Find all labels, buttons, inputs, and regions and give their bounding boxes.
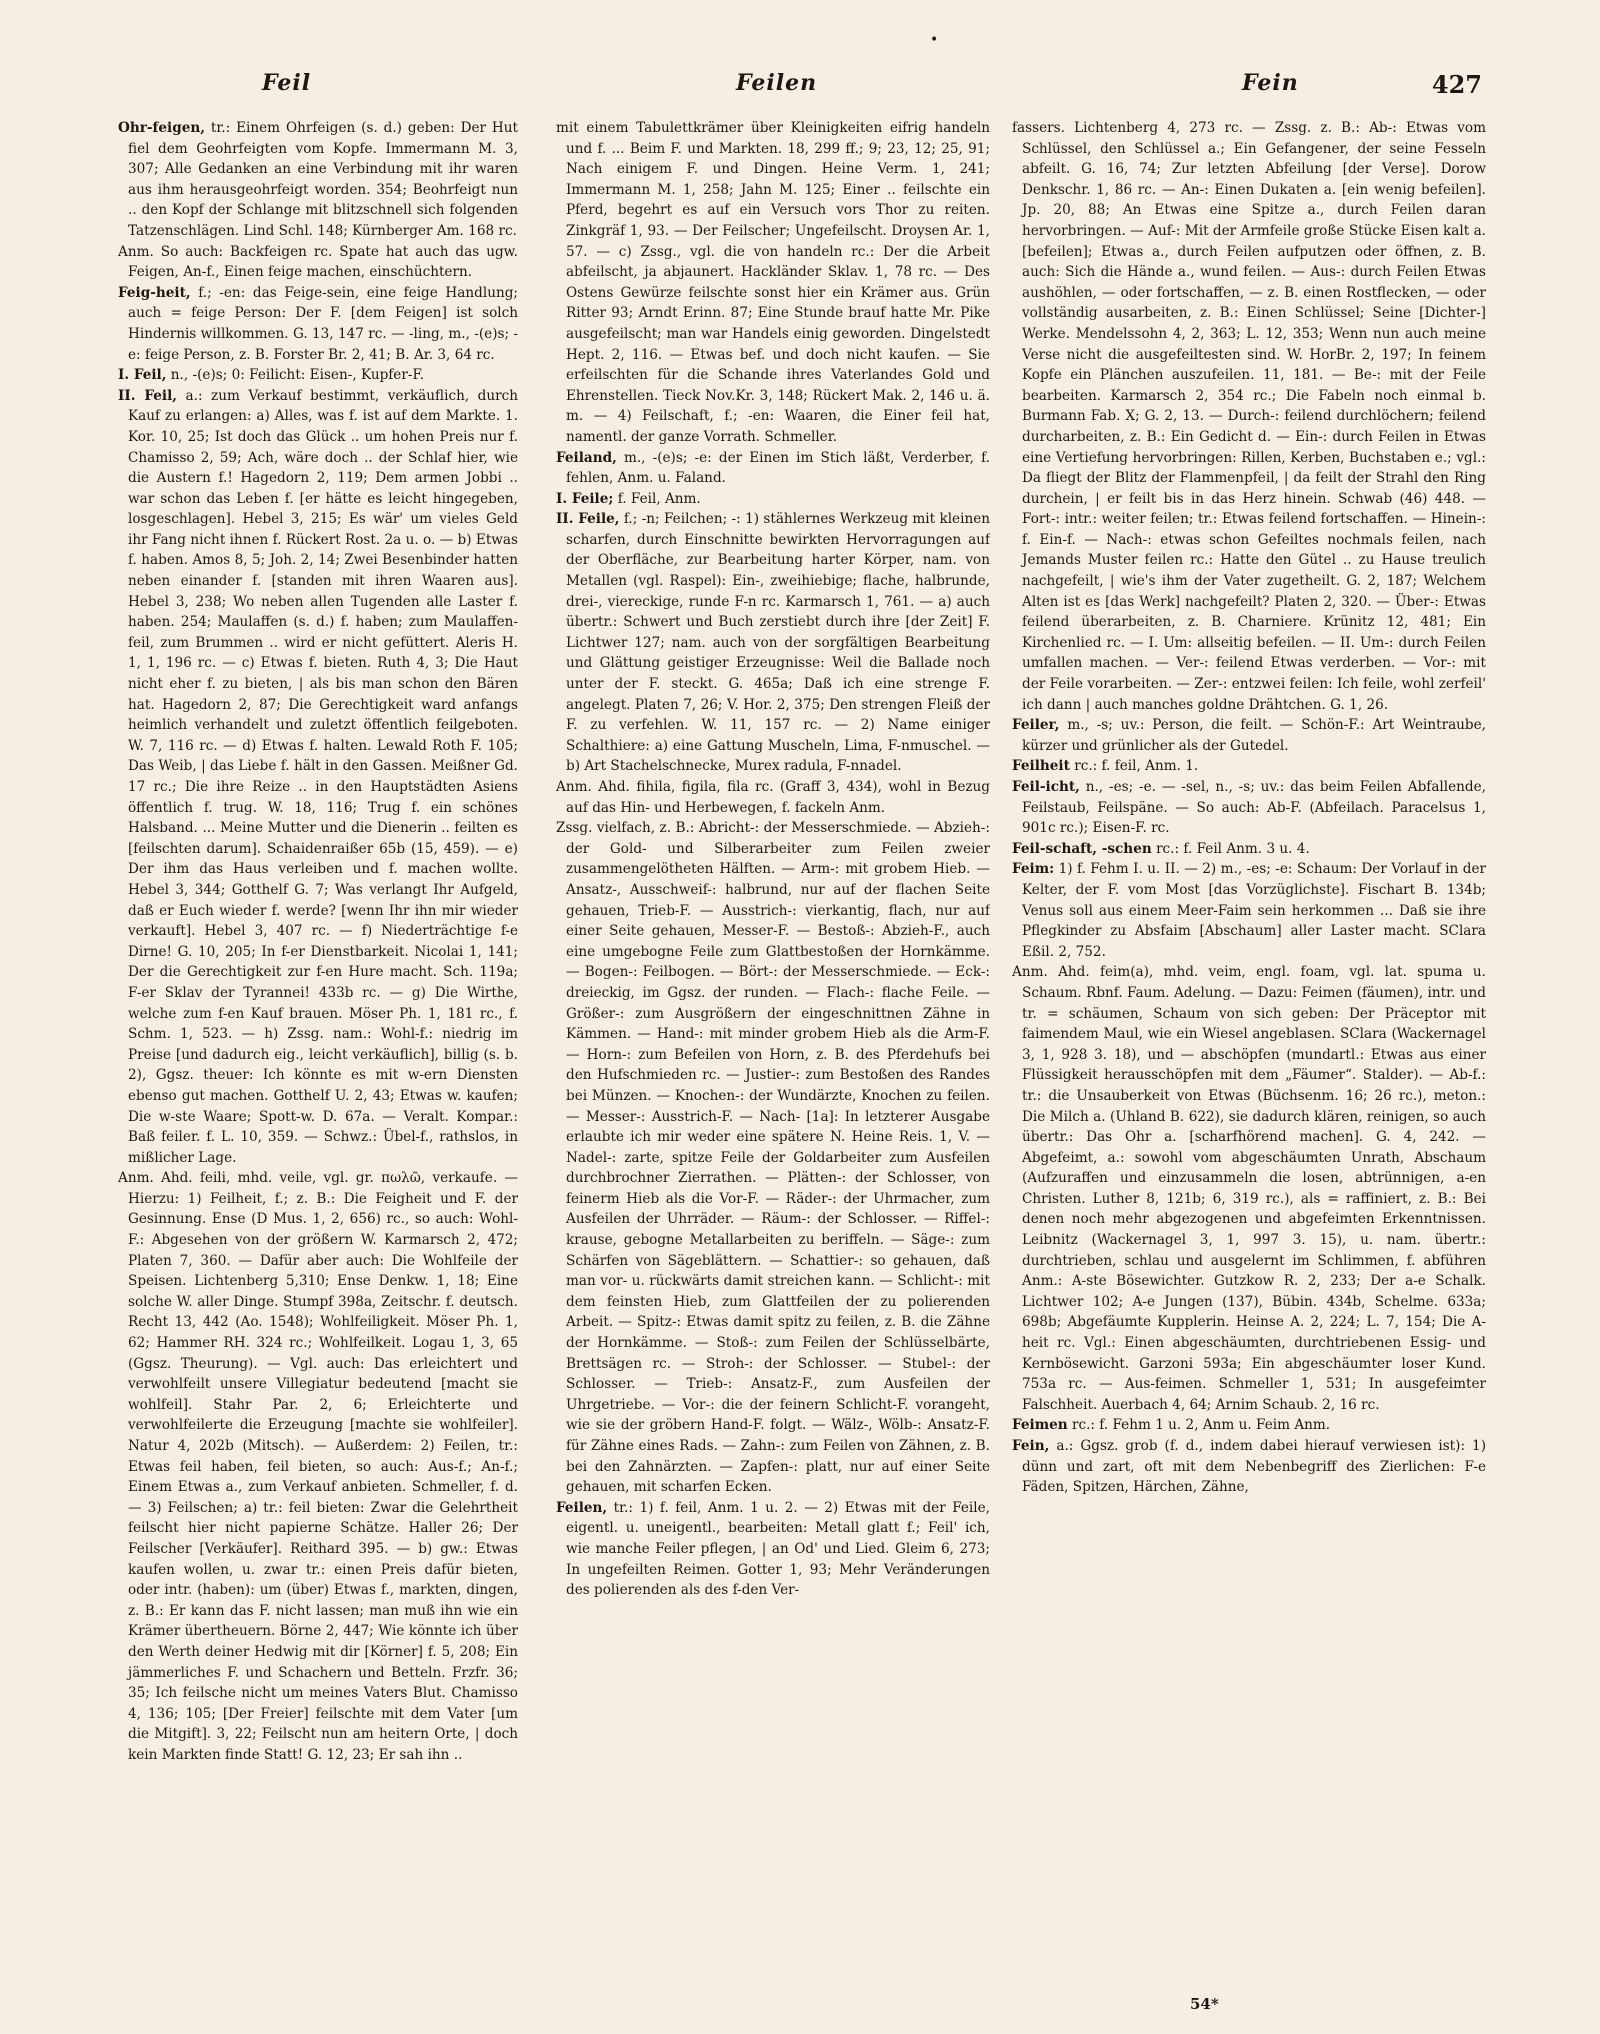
entry-lemma: Feig-heit, bbox=[118, 284, 191, 301]
entry-lemma: Feiler, bbox=[1012, 717, 1060, 734]
dictionary-entry bbox=[1012, 859, 1486, 962]
dictionary-entry bbox=[556, 489, 990, 510]
entry-text: Anm. Ahd. feili, mhd. veile, vgl. gr. πωλῶ, verkaufe. — Hierzu: 1) Feilheit, f.; z. B.: Die Feigheit und F. der Gesinnung. Ense (D Mus. 1, 2, 656) rc., so auch: Wohl-F.: Abgesehen von der größern W. Karmarsch 2, 472; Platen 7, 360. — Dafür aber auch: Die Wohlfeile der Speisen. Lichtenberg 5,310; Ense Denkw. 1, 18; Eine solche W. aller Dinge. Stumpf 398a, Zeitschr. f. deutsch. Recht 13, 442 (Ao. 1548); Wohlfeiligkeit. Möser Ph. 1, 62; Hammer RH. 324 rc.; Wohlfeilkeit. Logau 1, 3, 65 (Ggsz. Theurung). — Vgl. auch: Das erleichtert und verwohlfeilt unsere Villegiatur bedeutend [macht sie wohlfeil]. Stahr Par. 2, 6; Erleichterte und verwohlfeilerte die Erzeugung [machte sie wohlfeiler]. Natur 4, 202b (Mitsch). — Außerdem: 2) Feilen, tr.: Etwas feil haben, feil bieten, so auch: Aus-f.; An-f.; Einem Etwas a., zum Verkauf anbieten. Schmeller, f. d. — 3) Feilschen; a) tr.: feil bieten: Zwar die Gelehrtheit feilscht hier nicht papierne Schätze. Haller 26; Der Feilscher [Verkäufer]. Reithard 395. — b) gw.: Etwas kaufen wollen, u. zwar tr.: einen Preis dafür bieten, oder intr. (haben): um (über) Etwas f., markten, dingen, z. B.: Er kann das F. nicht lassen; man muß ihn wie ein Krämer überthеuern. Börne 2, 447; Wie könnte ich über den Werth deiner Hedwig mit dir [Körner] f. 5, 208; Ein jämmerliches F. und Schachern und Betteln. Frzfr. 36; 35; Ich feilsche nicht um meines Vaters Blut. Chamisso 4, 136; 105; [Der Freier] feilschte mit dem Vater [um die Mitgift]. 3, 22; Feilscht nun am heitern Orte, | doch kein Markten finde Statt! G. 12, 23; Er sah ihn .. bbox=[118, 1170, 518, 1763]
entry-text: rc.: f. Fehm 1 u. 2, Anm u. Feim Anm. bbox=[1071, 1417, 1331, 1434]
entry-lemma: II. Feil, bbox=[118, 387, 177, 404]
dictionary-entry bbox=[1012, 715, 1486, 756]
header-center-guideword: Feilen bbox=[736, 70, 818, 96]
dictionary-entry bbox=[556, 777, 990, 818]
entry-text: Anm. Ahd. feim(a), mhd. veim, engl. foam, vgl. lat. spuma u. Schaum. Rbnf. Faum. Adelung. — Dazu: Feimen (fäumen), intr. und tr. = schäumen, Schaum von sich geben: Der Präceptor mit faimendem Maul, wie ein Wiesel angeblasen. SClara (Wackernagel 3, 1, 928 3. 18), und — abschöpfen (mundartl.: Etwas aus einer Flüssigkeit herausschöpfen mit dem „Fäumer“. Stalder). — Ab-f.: tr.: die Unsauberkeit von Etwas (Büchsenm. 16; 26 rc.), meton.: Die Milch a. (Uhland B. 622), sie dadurch klären, reinigen, so auch übertr.: Das Ohr a. [scharfhörend machen]. G. 4, 242. — Abgefeimt, a.: sowohl vom abgeschäumten Unrath, Abschaum (Aufzuraffen und einzusammeln die losen, abtrünnigen, a-en Christen. Luther 8, 121b; 6, 319 rc.), als = raffiniert, z. B.: Bei denen noch mehr abgezogenen und abgefeimten Erkenntnissen. Leibnitz (Wackernagel 3, 1, 997 3. 15), u. nam. übertr.: durchtrieben, schlau und ausgelernt im Schlimmen, f. abführen Anm.: A-ste Bösewichter. Gutzkow R. 2, 233; Der a-e Schalk. Lichtwer 102; A-e Jungen (137), Bübin. 434b, Schelme. 633a; 698b; Abgefäumte Kupplerin. Heinse A. 2, 224; L. 7, 154; Die A-heit rc. Vgl.: Einen abgeschäumten, durchtriebenen Essig- und Kernbösewicht. Garzoni 593a; Ein abgeschäumter loser Kund. 753a rc. — Aus-feimen. Schmeller 1, 531; In ausgefeimter Falschheit. Auerbach 4, 64; Arnim Schaub. 2, 16 rc. bbox=[1012, 964, 1486, 1413]
entry-text: Anm. So auch: Backfeigen rc. Spate hat auch das ugw. Feigen, An-f., Einen feige machen, einschüchtern. bbox=[118, 243, 518, 281]
entry-lemma: Feiland, bbox=[556, 449, 617, 466]
entry-text: rc.: f. feil, Anm. 1. bbox=[1074, 758, 1199, 775]
entry-text: a.: zum Verkauf bestimmt, verkäuflich, durch Kauf zu erlangen: a) Alles, was f. ist auf dem Markte. 1. Kor. 10, 25; Ist doch das Glück .. um hohen Preis nur f. Chamisso 2, 59; Ach, wäre doch .. der Schlaf hier, wie die Austern f.! Hagedorn 2, 119; Dem armen Jobbi .. war schon das Leben f. [er hätte es leicht hingegeben, losgeschlagen]. Hebel 3, 215; Es wär' um vieles Geld ihr Fang nicht ihnen f. Rückert Rost. 2a u. o. — b) Etwas f. haben. Amos 8, 5; Joh. 2, 14; Zwei Besenbinder hatten neben einander f. [standen mit ihren Waaren aus]. Hebel 3, 238; Wo neben allen Tugenden alle Laster f. haben. 254; Maulaffen (s. d.) f. haben; zum Maulaffen-feil, zum Brummen .. wird er nicht gefüttert. Aleris H. 1, 1, 196 rc. — c) Etwas f. bieten. Ruth 4, 3; Die Haut nicht eher f. zu bieten, | als bis man schon den Bären hat. Hagedorn 2, 87; Die Gerechtigkeit ward anfangs heimlich verhandelt und zuletzt öffentlich feilgeboten. W. 7, 116 rc. — d) Etwas f. halten. Lewald Roth F. 105; Das Weib, | das Liebe f. hält in den Gassen. Meißner Gd. 17 rc.; Die ihre Reize .. in den Hauptstädten Asiens öffentlich f. trug. W. 18, 116; Trug f. ein schönes Halsband. ... Meine Mutter und die Dienerin .. feilten es [feilschten darum]. Schaidenraißer 65b (15, 459). — e) Der ihm das Haus verleiben und f. machen wollte. Hebel 3, 344; Gotthelf G. 7; Was verlangt Ihr Aufgeld, daß er Euch wieder f. werde? [wenn Ihr ihn mir wieder verkauft]. Hebel 3, 407 rc. — f) Niederträchtige f-e Dirne! G. 10, 205; In f-er Dienstbarkeit. Nicolai 1, 141; Der die Gerechtigkeit zur f-en Hure macht. Sch. 119a; F-er Sklav der Tyrannei! 433b rc. — g) Die Wirthe, welche zum f-en Kauf brauen. Möser Ph. 1, 181 rc., f. Schm. 1, 523. — h) Zssg. nam.: Wohl-f.: niedrig im Preise [und dadurch eig., leicht verkäuflich], billig (s. b. 2), Ggsz. theuer: Ich könnte es mit w-ern Diensten ebenso gut machen. Gotthelf U. 2, 43; Etwas w. kaufen; Die w-ste Waare; Spott-w. D. 67a. — Veralt. Kompar.: Baß feiler. f. L. 10, 359. — Schwz.: Übel-f., rathslos, in mißlicher Lage. bbox=[128, 387, 518, 1166]
dictionary-entry bbox=[118, 118, 518, 242]
entry-text: 1) f. Fehm I. u. II. — 2) m., -es; -e: Schaum: Der Vorlauf in der Kelter, der F. vom Most [das Vorzüglichste]. Fischart B. 134b; Venus soll aus einem Meer-Faim sein herkommen ... Daß sie ihre Pflegkinder zu Absfaim [Abschaum] aller Laster macht. SClara Eßil. 2, 752. bbox=[1022, 861, 1486, 960]
dictionary-entry bbox=[1012, 777, 1486, 839]
entry-lemma: Feil-icht, bbox=[1012, 779, 1080, 795]
dictionary-entry bbox=[1012, 962, 1486, 1415]
entry-text: tr.: Einem Ohrfeigen (s. d.) geben: Der Hut fiel dem Geohrfeigten vom Kopfe. Immermann M. 3, 307; Alle Gedanken an eine Verbindung mit ihr waren aus ihm herausgeohrfeigt worden. 354; Beohrfeigt nun .. den Kopf der Schlange mit blitzschnell sich folgenden Tatzenschlägen. Lind Schl. 148; Kürnberger Am. 168 rc. bbox=[128, 120, 518, 239]
dictionary-entry bbox=[556, 448, 990, 489]
dictionary-entry bbox=[556, 818, 990, 1498]
page-header bbox=[0, 70, 1600, 110]
column-left bbox=[118, 118, 518, 2018]
entry-lemma: Feilen, bbox=[556, 1499, 608, 1516]
dictionary-entry bbox=[556, 1498, 990, 1601]
entry-text: n., -es; -e. — -sel, n., -s; uv.: das beim Feilen Abfallende, Feilstaub, Feilspäne. — So auch: Ab-F. (Abfeilach. Paracelsus 1, 901c rc.); Eisen-F. rc. bbox=[1022, 779, 1486, 837]
entry-text: f. Feil, Anm. bbox=[617, 490, 701, 507]
entry-text: Anm. Ahd. fihila, figila, fila rc. (Graff 3, 434), wohl in Bezug auf das Hin- und Herbewegen, f. fackeln Anm. bbox=[556, 779, 990, 816]
entry-text: m., -(e)s; -e: der Einen im Stich läßt, Verderber, f. fehlen, Anm. u. Faland. bbox=[566, 449, 990, 487]
dictionary-entry bbox=[1012, 756, 1486, 777]
entry-text: Zssg. vielfach, z. B.: Abricht-: der Messerschmiede. — Abzieh-: der Gold- und Silberarbeiter zum Feilen zweier zusammengelötheten Hälften. — Arm-: mit grobem Hieb. — Ansatz-, Ausschweif-: halbrund, nur auf der flachen Seite gehauen, Trieb-F. — Ausstrich-: vierkantig, flach, nur auf einer Seite gehauen, Messer-F. — Bestoß-: Abzieh-F., auch eine umgebogne Feile zum Glattbestoßen der Hornkämme. — Bogen-: Feilbogen. — Bört-: der Messerschmiede. — Eck-: dreieckig, im Ggsz. der runden. — Flach-: flache Feile. — Größer-: zum Ausgrößern der eingeschnittnen Zähne in Kämmen. — Hand-: mit minder grobem Hieb als die Arm-F. — Horn-: zum Befeilen von Horn, z. B. des Pferdehufs bei den Hufschmieden rc. — Justier-: zum Bestoßen des Randes bei Münzen. — Knochen-: der Wundärzte, Knochen zu feilen. — Messer-: Ausstrich-F. — Nach- [1a]: In letzterer Ausgabe erlaubte ich mir weder eine spätere N. Heine Reis. 1, V. — Nadel-: zarte, spitze Feile der Goldarbeiter zum Ausfeilen durchbrochner Zierrathen. — Plätten-: der Schlosser, von feinerm Hieb als die Vor-F. — Räder-: der Uhrmacher, zum Ausfeilen der Uhrräder. — Räum-: der Schlosser. — Riffel-: krause, gebogne Metallarbeiten zu beriffeln. — Säge-: zum Schärfen von Sägeblättern. — Schattier-: so gehauen, daß man vor- u. rückwärts damit streichen kann. — Schlicht-: mit dem feinsten Hieb, zum Glattfeilen der zu polierenden Arbeit. — Spitz-: Etwas damit spitz zu feilen, z. B. die Zähne der Hornkämme. — Stoß-: zum Feilen der Schlüsselbärte, Brettsägen rc. — Stroh-: der Schlosser. — Stubel-: der Schlosser. — Trieb-: Ansatz-F., zum Ausfeilen der Uhrgetriebe. — Vor-: die der feinern Schlicht-F. vorangeht, wie sie der gröbern Hand-F. folgt. — Wälz-, Wölb-: Ansatz-F. für Zähne eines Rads. — Zahn-: zum Feilen von Zähnen, z. B. bei den Zahnärzten. — Zapfen-: platt, nur auf einer Seite gehauen, mit scharfen Ecken. bbox=[556, 820, 990, 1496]
header-left-guideword: Feil bbox=[262, 70, 312, 96]
dictionary-entry bbox=[118, 242, 518, 283]
entry-text: m., -s; uv.: Person, die feilt. — Schön-F.: Art Weintraube, kürzer und grünlicher als der Gutedel. bbox=[1022, 717, 1486, 754]
entry-text: n., -(e)s; 0: Feilicht: Eisen-, Kupfer-F. bbox=[170, 367, 425, 384]
dictionary-entry bbox=[118, 1168, 518, 1765]
entry-text: f.; -en: das Feige-sein, eine feige Handlung; auch = feige Person: Der F. [dem Feigen] ist solch Hindernis willkommen. G. 13, 147 rc. — -ling, m., -(e)s; -e: feige Person, z. B. Forster Br. 2, 41; B. Ar. 3, 64 rc. bbox=[128, 284, 518, 363]
entry-text: mit einem Tabulettkrämer über Kleinigkeiten eifrig handeln und f. ... Beim F. und Markten. 18, 299 ff.; 9; 23, 12; 25, 91; Nach einigem F. und Dingen. Heine Verm. 1, 241; Immermann M. 1, 258; Jahn M. 125; Einer .. feilschte ein Pferd, begehrt es auf ein Versuch vors Thor zu reiten. Zinkgräf 1, 93. — Der Feilscher; Ungefeilscht. Droysen Ar. 1, 57. — c) Zssg., vgl. die von handeln rc.: Der die Arbeit abfeilscht, ja abjaunert. Hackländer Sklav. 1, 78 rc. — Des Ostens Gewürze feilschte sonst hier ein Krämer aus. Grün Ritter 93; Arndt Erinn. 87; Eine Stunde brauf hatte Mr. Pike ausgefeilscht; man war Handels einig geworden. Dingelstedt Hept. 2, 116. — Etwas bef. und doch nicht kaufen. — Sie erfeilschten für die Schande ihres Vaterlandes Gold und Ehrenstellen. Tieck Nov.Kr. 3, 148; Rückert Mak. 2, 146 u. ä. m. — 4) Feilschaft, f.; -en: Waaren, die Einer feil hat, namentl. der ganze Vorrath. Schmeller. bbox=[556, 120, 990, 445]
entry-lemma: Fein, bbox=[1012, 1438, 1050, 1454]
dictionary-entry bbox=[118, 283, 518, 365]
entry-lemma: Feimen bbox=[1012, 1417, 1068, 1434]
header-right-guideword: Fein bbox=[1242, 70, 1299, 96]
dictionary-entry bbox=[1012, 1436, 1486, 1498]
entry-text: a.: Ggsz. grob (f. d., indem dabei hierauf verwiesen ist): 1) dünn und zart, oft mit dem Nebenbegriff des Zierlichen: F-e Fäden, Spitzen, Härchen, Zähne, bbox=[1022, 1438, 1486, 1496]
dictionary-entry bbox=[1012, 1415, 1486, 1436]
entry-lemma: II. Feile, bbox=[556, 511, 620, 528]
dictionary-entry bbox=[118, 386, 518, 1169]
entry-lemma: Feim: bbox=[1012, 861, 1055, 878]
column-right bbox=[1012, 118, 1486, 2018]
entry-text: fassers. Lichtenberg 4, 273 rc. — Zssg. z. B.: Ab-: Etwas vom Schlüssel, den Schlüssel a.; Ein Gefangener, der seine Fesseln abfeilt. G. 16, 74; Zur letzten Abfeilung [der Verse]. Dorow Denkschr. 1, 86 rc. — An-: Einen Dukaten a. [ein wenig befeilen]. Jp. 20, 88; An Etwas eine Spitze a., durch Feilen daran hervorbringen. — Auf-: Mit der Armfeile große Stücke Eisen kalt a. [befeilen]; Etwas a., durch Feilen aufputzen oder öffnen, z. B. auch: Sich die Hände a., wund feilen. — Aus-: durch Feilen Etwas aushöhlen, — oder fortschaffen, — z. B. einen Rostflecken, — oder vollständig ausarbeiten, z. B.: Einen Schlüssel; Seine [Dichter-] Werke. Mendelssohn 4, 2, 363; L. 12, 353; Wenn nun auch meine Verse nicht die ausgefeiltesten sind. W. HorBr. 2, 197; In feinem Kopfe ein Plänchen auszufeilen. 11, 181. — Be-: mit der Feile bearbeiten. Karmarsch 2, 354 rc.; Die Fabeln noch einmal b. Burmann Fab. X; G. 2, 13. — Durch-: feilend durchlöchern; feilend durcharbeiten, z. B.: Ein Gedicht d. — Ein-: durch Feilen in Etwas eine Vertiefung hervorbringen: Rillen, Kerben, Buchstaben e.; vgl.: Da fliegt der Blitz der Flammenpfeil, | da feilt der Strahl den Ring durchein, | er feilt bis in das Herz hinein. Schwab (46) 448. — Fort-: intr.: weiter feilen; tr.: Etwas feilend fortschaffen. — Hinein-: f. Ein-f. — Nach-: etwas schon Gefeiltes nochmals feilen, nach Jemands Muster feilen rc.: Hatte den Gütel .. zu Hause treulich nachgefeilt, | wie's ihm der Vater zugetheilt. G. 2, 187; Welchem Alten ist es [das Werk] nachgefeilt? Platen 2, 320. — Über-: Etwas feilend überarbeiten, z. B. Charniere. Krünitz 12, 481; Ein Kirchenlied rc. — I. Um: allseitig befeilen. — II. Um-: durch Feilen umfallen machen. — Ver-: feilend Etwas verderben. — Vor-: mit der Feile vorarbeiten. — Zer-: entzwei feilen: Ich feile, wohl zerfeil' ich dann | auch manches goldne Drähtchen. G. 1, 26. bbox=[1012, 120, 1486, 713]
header-mark: • bbox=[930, 32, 939, 48]
dictionary-entry bbox=[556, 509, 990, 777]
column-middle bbox=[556, 118, 990, 2018]
page-number: 427 bbox=[1431, 70, 1482, 99]
dictionary-entry bbox=[118, 365, 518, 386]
entry-lemma: I. Feile; bbox=[556, 490, 614, 507]
dictionary-entry bbox=[556, 118, 990, 448]
entry-lemma: Feilheit bbox=[1012, 758, 1070, 775]
entry-lemma: Ohr-feigen, bbox=[118, 120, 205, 136]
dictionary-entry bbox=[1012, 839, 1486, 860]
entry-text: rc.: f. Feil Anm. 3 u. 4. bbox=[1156, 840, 1310, 857]
entry-text: f.; -n; Feilchen; -: 1) stählernes Werkzeug mit kleinen scharfen, durch Einschnitte bewirkten Hervorragungen auf der Oberfläche, zur Bearbeitung harter Körper, nam. von Metallen (vgl. Raspel): Ein-, zweihiebige; flache, halbrunde, drei-, viereckige, runde F-n rc. Karmarsch 1, 761. — a) auch übertr.: Schwert und Buch zerstiebt durch ihre [der Zeit] F. Lichtwer 127; nam. auch von der sorgfältigen Bearbeitung und Glättung geistiger Erzeugnisse: Weil die Ballade noch unter der F. steckt. G. 465a; Daß ich eine strenge F. angelegt. Platen 7, 26; V. Hor. 2, 375; Den strengen Fleiß der F. zu verfehlen. W. 11, 157 rc. — 2) Name einiger Schalthiere: a) eine Gattung Muscheln, Lima, F-nmuschel. — b) Art Stachelschnecke, Murex radula, F-nnadel. bbox=[566, 511, 990, 775]
entry-text: tr.: 1) f. feil, Anm. 1 u. 2. — 2) Etwas mit der Feile, eigentl. u. uneigentl., bearbeiten: Metall glatt f.; Feil' ich, wie manche Feiler pflegen, | an Od' und Lied. Gleim 6, 273; In ungefeilten Reimen. Gotter 1, 93; Mehr Veränderungen des polierenden als des f-den Ver- bbox=[566, 1499, 990, 1599]
entry-lemma: I. Feil, bbox=[118, 367, 167, 384]
dictionary-entry bbox=[1012, 118, 1486, 715]
signature-mark: 54* bbox=[1190, 1995, 1219, 2013]
entry-lemma: Feil-schaft, -schen bbox=[1012, 840, 1152, 857]
